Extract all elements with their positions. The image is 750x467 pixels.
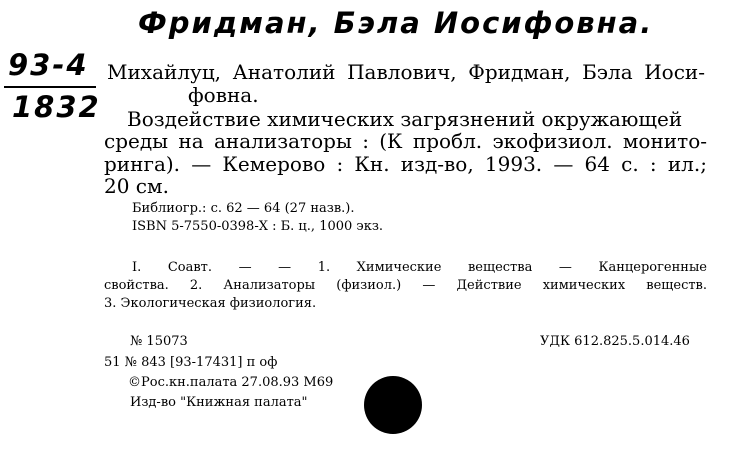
title-line: 20 см. [104,174,169,198]
author-line: Михайлуц, Анатолий Павлович, Фридман, Бэла Иоси- [107,60,705,84]
udc-code: УДК 612.825.5.014.46 [540,334,690,349]
ink-blot [364,376,422,434]
imprint-line: 51 № 843 [93-17431] п оф [104,355,278,370]
call-number-bottom: 1832 [12,90,101,124]
author-continuation: фовна. [188,83,259,107]
title-line: Воздействие химических загрязнений окружающей [127,107,683,131]
bibliography-note: Библиогр.: с. 62 — 64 (27 назв.). [132,201,355,216]
subject-line: I. Соавт. — — 1. Химические вещества — Канцерогенные [132,260,707,275]
imprint-line: Изд-во "Книжная палата" [130,395,308,410]
title-line: ринга). — Кемерово : Кн. изд-во, 1993. — 64 с. : ил.; [104,152,707,176]
call-number-top: 93-4 [8,48,89,82]
record-number: № 15073 [130,334,188,349]
subject-line: 3. Экологическая физиология. [104,296,317,311]
handwritten-header: Фридман, Бэла Иосифовна. [138,6,654,40]
imprint-line: ©Рос.кн.палата 27.08.93 М69 [128,375,334,390]
subject-line: свойства. 2. Анализаторы (физиол.) — Действие химических веществ. [104,278,707,293]
call-number-divider [4,86,96,88]
isbn-note: ISBN 5-7550-0398-Х : Б. ц., 1000 экз. [132,219,384,234]
title-line: среды на анализаторы : (К пробл. экофизиол. монито- [104,129,707,153]
